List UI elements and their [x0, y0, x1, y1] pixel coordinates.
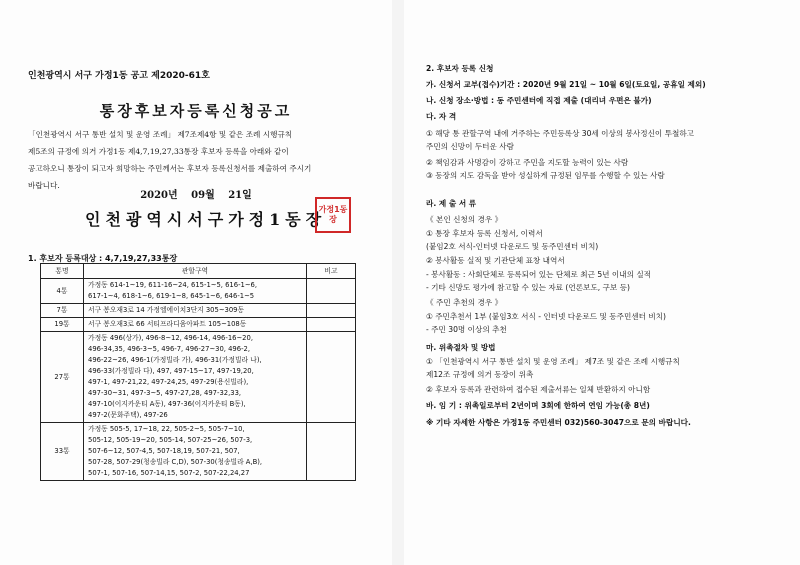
section-text-line: - 주민 30명 이상의 추천 [426, 325, 507, 334]
area-cell [84, 318, 307, 332]
area-cell [84, 279, 307, 304]
left-page [0, 0, 392, 565]
section-text-line: ① 주민추천서 1부 (붙임3호 서식 - 인터넷 다운로드 및 동주민센터 비치) [426, 312, 666, 321]
section-text-line: ① 「인천광역시 서구 통반 설치 및 운영 조례」 제7조 및 같은 조례 시행규칙 [426, 357, 680, 366]
body-line: 「인천광역시 서구 통반 설치 및 운영 조례」 제7조제4항 및 같은 조례 시행규칙 [28, 130, 293, 139]
table-row [41, 304, 356, 318]
section-text-line: 주민의 신망이 두터운 사람 [426, 142, 514, 151]
header-area: 관할구역 [84, 264, 307, 279]
body-line: 제5조의 규정에 의거 가정1동 제4,7,19,27,33통장 후보자 등록을 아래와 같이 [28, 147, 289, 156]
section-text-line: ③ 동장의 지도 감독을 받아 성실하게 규정된 임무를 수행할 수 있는 사람 [426, 171, 665, 180]
area-line: 496-33(가정빌라 다), 497, 497-15~17, 497-19,20, [88, 367, 254, 375]
section-text-line: - 봉사활동 : 사회단체로 등록되어 있는 단체로 최근 5년 이내의 실적 [426, 270, 651, 279]
section-heading: 마. 위촉절차 및 방법 [426, 343, 496, 352]
area-line: 서구 봉오재3로 14 가정엘에이치3단지 305~309동 [88, 306, 245, 314]
tong-number: 7통 [41, 304, 84, 318]
right-page [404, 0, 800, 565]
section-text-line: 제12조 규정에 의거 동장이 위촉 [426, 370, 534, 379]
section-text-line: ① 통장 후보자 등록 신청서, 이력서 [426, 229, 543, 238]
area-line: 497-10(이지카운티 A동), 497-36(이지카운티 B동), [88, 400, 246, 408]
area-line: 617-1~4, 618-1~6, 619-1~8, 645-1~6, 646-1~5 [88, 292, 255, 300]
tong-number: 33통 [41, 423, 84, 481]
table-row [41, 279, 356, 304]
tong-number: 27통 [41, 332, 84, 423]
area-line: 497-30~31, 497-3~5, 497-27,28, 497-32,33, [88, 389, 242, 397]
section-text-line: 《 주민 추천의 경우 》 [426, 298, 503, 307]
section-1-heading: 1. 후보자 등록대상 : 4,7,19,27,33통장 [28, 254, 178, 263]
note-cell [307, 318, 356, 332]
tong-number: 4통 [41, 279, 84, 304]
area-line: 가정동 614-1~19, 611-16~24, 615-1~5, 616-1~6, [88, 281, 258, 289]
section-heading: 나. 신청 장소·방법 : 동 주민센터에 직접 제출 (대리녀 우편은 불가) [426, 96, 652, 105]
note-cell [307, 332, 356, 423]
table-row [41, 332, 356, 423]
seal-label: 가정1동장 [318, 205, 348, 224]
note-cell [307, 304, 356, 318]
section-text-line: ② 봉사활동 실적 및 기관단체 표창 내역서 [426, 256, 565, 265]
area-line: 505-12, 505-19~20, 505-14, 507-25~26, 507-3, [88, 436, 253, 444]
section-text-line: ② 후보자 등록과 관련하여 접수된 제출서류는 일체 반환하지 아니함 [426, 385, 651, 394]
section-heading: 바. 임 기 : 위촉일로부터 2년이며 3회에 한하여 연임 가능(총 8년) [426, 401, 650, 410]
table-row [41, 318, 356, 332]
official-seal-stamp [315, 197, 351, 233]
area-line: 507-1, 507-16, 507-14,15, 507-2, 507-22,24,27 [88, 469, 250, 477]
section-text-line: - 기타 신망도 평가에 참고할 수 있는 자료 (언론보도, 구보 등) [426, 283, 630, 292]
area-line: 496-34,35, 496-3~5, 496-7, 496-27~30, 496-2, [88, 345, 251, 353]
area-cell [84, 332, 307, 423]
section-text-line: 《 본인 신청의 경우 》 [426, 215, 503, 224]
section-text-line: ① 해당 통 관할구역 내에 거주하는 주민등록상 30세 이상의 봉사정신이 투철하고 [426, 129, 695, 138]
section-heading: 2. 후보자 등록 신청 [426, 64, 494, 73]
notice-date: 2020년 09월 21일 [140, 190, 252, 201]
area-cell [84, 423, 307, 481]
notice-body [28, 126, 378, 194]
body-line: 공고하오니 통장이 되고자 희망하는 주민께서는 후보자 등록신청서를 제출하여 주시기 [28, 164, 312, 173]
section-heading: 라. 제 출 서 류 [426, 199, 477, 208]
page-gutter [392, 0, 404, 565]
section-heading: ※ 기타 자세한 사항은 가정1동 주민센터 032)560-3047으로 문의 바랍니다. [426, 418, 691, 427]
note-cell [307, 423, 356, 481]
header-note: 비고 [307, 264, 356, 279]
notice-title: 통장후보자등록신청공고 [99, 102, 293, 120]
issuer-name: 인천광역시서구가정1동장 [85, 210, 327, 229]
section-heading: 가. 신청서 교부(접수)기간 : 2020년 9월 21일 ~ 10월 6일(토요일, 공휴일 제외) [426, 80, 706, 89]
table-header-row [41, 264, 356, 279]
area-line: 가정동 496(상가), 496-8~12, 496-14, 496-16~20, [88, 334, 253, 342]
area-line: 497-2(문화주택), 497-26 [88, 411, 168, 419]
section-text-line: ② 책임감과 사명감이 강하고 주민을 지도할 능력이 있는 사람 [426, 158, 629, 167]
jurisdiction-table [40, 263, 356, 481]
body-line: 바랍니다. [28, 181, 60, 190]
header-tong: 통명 [41, 264, 84, 279]
area-line: 가정동 505-5, 17~18, 22, 505-2~5, 505-7~10, [88, 425, 245, 433]
area-line: 496-22~26, 496-1(가정빌라 가), 496-31(가정빌라 나), [88, 356, 262, 364]
area-line: 497-1, 497-21,22, 497-24,25, 497-29(용신빌라), [88, 378, 249, 386]
table-row [41, 423, 356, 481]
notice-reference-number: 인천광역시 서구 가정1동 공고 제2020-61호 [28, 71, 210, 81]
area-line: 507-28, 507-29(청송빌라 C,D), 507-30(청송빌라 A,B), [88, 458, 263, 466]
section-heading: 다. 자 격 [426, 112, 457, 121]
note-cell [307, 279, 356, 304]
tong-number: 19통 [41, 318, 84, 332]
section-text-line: (붙임2호 서식-인터넷 다운로드 및 동주민센터 비치) [426, 242, 599, 251]
area-cell [84, 304, 307, 318]
area-line: 507-6~12, 507-4,5, 507-18,19, 507-21, 507, [88, 447, 240, 455]
area-line: 서구 봉오재3로 66 서티프라디움아파트 105~108동 [88, 320, 247, 328]
